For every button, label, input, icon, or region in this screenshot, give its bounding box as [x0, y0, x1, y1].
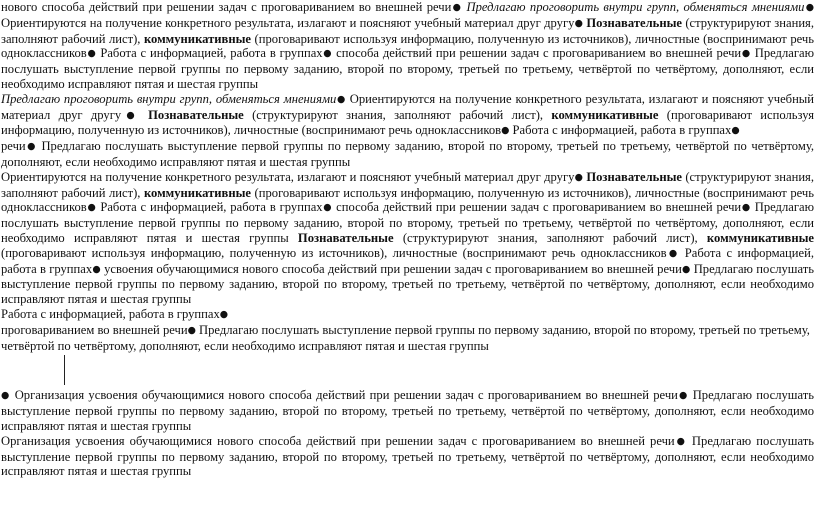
text-segment: Познавательные	[583, 169, 683, 184]
text-segment: коммуникативные	[551, 107, 659, 122]
text-paragraph	[1, 139, 814, 170]
text-segment: коммуникативные	[706, 230, 814, 245]
text-segment: способа действий при решении задач с проговариванием во внешней речи	[332, 200, 742, 215]
text-segment: Познавательные	[297, 230, 394, 245]
text-segment: Предлагаю послушать выступление первой группы по первому заданию, второй по второму, третьей по третьему, четвёртой по четвёртому, дополняют, если необходимо исправляют пятая и шестая группы	[1, 139, 814, 169]
text-segment: Предлагаю послушать выступление первой группы по первому заданию, второй по второму, третьей по третьему, четвёртой по четвёртому, дополняют, если необходимо исправляют пятая и шестая группы	[1, 388, 814, 433]
text-segment: (проговаривают используя информацию, полученную из источников), личностные (воспринимают речь одноклассников	[1, 107, 814, 138]
text-segment: Предлагаю послушать выступление первой группы по первому заданию, второй по второму, третьей по третьему, четвёртой по четвёртому, дополняют, если необходимо исправляют пятая и шестая группы	[1, 200, 814, 245]
text-segment: (структурируют знания, заполняют рабочий лист),	[1, 169, 815, 200]
text-paragraph	[1, 0, 814, 92]
text-segment: речи	[1, 139, 26, 154]
bullet-icon: ●	[121, 109, 140, 121]
bullet-icon: ●	[25, 141, 37, 153]
bullet-icon: ●	[187, 324, 196, 336]
text-paragraph	[1, 92, 814, 139]
text-segment: Работа с информацией, работа в группах	[1, 306, 220, 321]
text-segment: (структурируют знания, заполняют рабочий лист),	[393, 230, 707, 245]
text-segment: (проговаривают используя информацию, полученную из источников), личностные (воспринимают речь одноклассников	[1, 245, 667, 260]
document-page	[1, 0, 814, 479]
text-segment: (структурируют знания, заполняют рабочий лист),	[1, 15, 815, 46]
text-segment: Предлагаю послушать выступление первой группы по первому заданию, второй по второму, третьей по третьему, четвёртой по четвёртому, дополняют, если необходимо исправляют пятая и шестая группы	[1, 322, 810, 353]
text-segment: Ориентируются на получение конкретного результата, излагают и поясняют учебный материал друг другу	[1, 15, 575, 30]
text-segment: Познавательные	[139, 107, 244, 122]
text-segment: Организация усвоения обучающимися нового способа действий при решении задач с проговариванием во внешней речи	[1, 433, 675, 448]
text-segment: нового способа действий при решении задач с проговариванием во внешней речи	[1, 0, 452, 14]
text-segment: Предлагаю проговорить внутри групп, обменяться мнениями	[462, 0, 805, 14]
bullet-icon: ●	[336, 93, 346, 105]
bullet-icon: ●	[677, 390, 689, 402]
vertical-line	[64, 355, 65, 385]
bullet-icon: ●	[574, 171, 584, 183]
text-segment: Предлагаю послушать выступление первой группы по первому заданию, второй по второму, третьей по третьему, четвёртой по четвёртому, дополняют, если необходимо исправляют пятая и шестая группы	[1, 433, 814, 479]
blank-area	[1, 353, 814, 388]
text-paragraph	[1, 434, 814, 479]
bullet-icon: ●	[804, 2, 814, 13]
text-segment: (проговаривают используя информацию, полученную из источников), личностные (воспринимают речь одноклассников	[1, 31, 814, 61]
text-segment: усвоения обучающимися нового способа действий при решении задач с проговариванием во внешней речи	[100, 261, 682, 276]
text-segment: (структурируют знания, заполняют рабочий лист),	[243, 107, 552, 122]
text-segment: способа действий при решении задач с проговариванием во внешней речи	[332, 46, 742, 61]
text-paragraph	[1, 323, 814, 354]
bullet-icon: ●	[741, 48, 751, 60]
bullet-icon: ●	[501, 125, 510, 137]
text-segment: Работа с информацией, работа в группах	[509, 123, 732, 138]
bullet-icon: ●	[741, 202, 751, 214]
text-segment: Ориентируются на получение конкретного результата, излагают и поясняют учебный материал друг другу	[1, 91, 815, 122]
text-segment: Работа с информацией, работа в группах	[1, 245, 814, 276]
bullet-icon: ●	[451, 2, 463, 13]
bullet-icon: ●	[674, 435, 687, 447]
bullet-icon: ●	[322, 202, 333, 214]
bullet-icon: ●	[681, 263, 691, 275]
text-segment: Предлагаю послушать выступление первой группы по первому заданию, второй по второму, третьей по третьему, четвёртой по четвёртому, дополняют, если необходимо исправляют пятая и шестая группы	[1, 46, 814, 91]
text-segment: Ориентируются на получение конкретного результата, излагают и поясняют учебный материал друг другу	[1, 169, 575, 184]
bullet-icon: ●	[322, 48, 333, 60]
text-segment: коммуникативные	[143, 185, 252, 200]
text-segment: Работа с информацией, работа в группах	[96, 46, 323, 61]
text-segment: Организация усвоения обучающимися нового способа действий при решении задач с проговариванием во внешней речи	[10, 388, 678, 403]
bullet-icon: ●	[92, 263, 101, 275]
text-segment: коммуникативные	[143, 31, 252, 46]
bullet-icon: ●	[86, 48, 97, 60]
text-segment: Работа с информацией, работа в группах	[96, 200, 323, 215]
bullet-icon: ●	[1, 390, 11, 402]
bullet-icon: ●	[574, 17, 584, 29]
text-paragraph	[1, 170, 814, 307]
text-segment: проговариванием во внешней речи	[1, 322, 188, 337]
text-paragraph	[1, 307, 814, 323]
bullet-icon: ●	[86, 202, 97, 214]
text-paragraph	[1, 388, 814, 433]
text-segment: Предлагаю проговорить внутри групп, обменяться мнениями	[1, 91, 337, 106]
text-segment: Познавательные	[583, 15, 683, 30]
text-segment: Предлагаю послушать выступление первой группы по первому заданию, второй по второму, третьей по третьему, четвёртой по четвёртому, дополняют, если необходимо исправляют пятая и шестая группы	[1, 261, 814, 307]
bullet-icon: ●	[666, 247, 680, 259]
bullet-icon: ●	[219, 308, 229, 320]
text-segment: (проговаривают используя информацию, полученную из источников), личностные (воспринимают речь одноклассников	[1, 185, 814, 215]
bullet-icon: ●	[731, 125, 740, 137]
